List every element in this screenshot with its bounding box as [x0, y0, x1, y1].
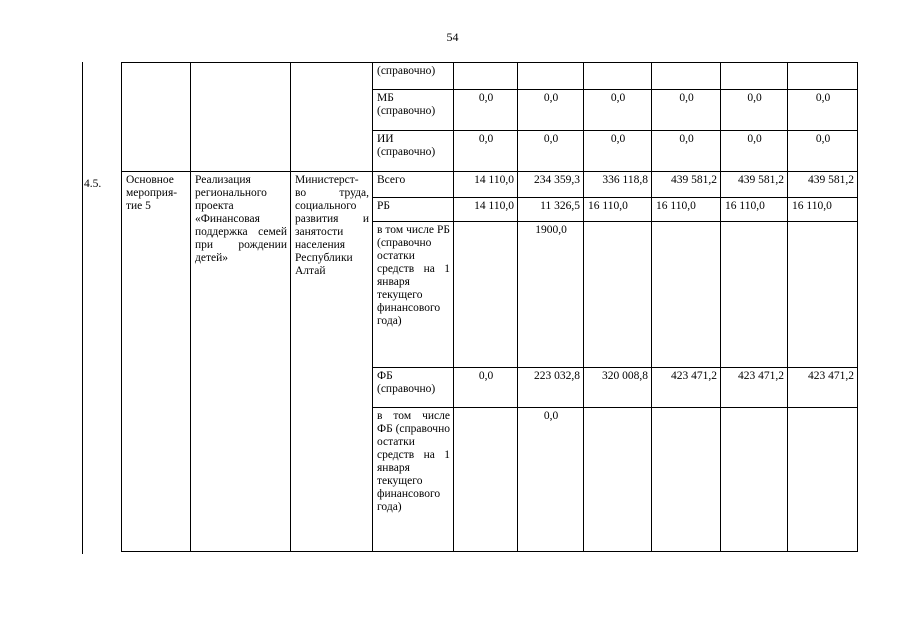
value-cell: 16 110,0: [584, 198, 652, 222]
source-cell: ИИ (справочно): [373, 131, 454, 172]
source-cell: Всего: [373, 172, 454, 198]
value-cell: 0,0: [584, 131, 652, 172]
value-cell: 14 110,0: [454, 198, 518, 222]
value-cell: [518, 63, 584, 90]
source-cell: ФБ (справочно): [373, 368, 454, 408]
value-cell: 16 110,0: [721, 198, 788, 222]
section-type: Основное мероприя-тие 5: [122, 172, 191, 552]
value-cell: 439 581,2: [721, 172, 788, 198]
value-cell: 0,0: [788, 90, 858, 131]
value-cell: 14 110,0: [454, 172, 518, 198]
value-cell: 423 471,2: [652, 368, 721, 408]
source-cell: РБ: [373, 198, 454, 222]
value-cell: 423 471,2: [788, 368, 858, 408]
value-cell: 0,0: [454, 368, 518, 408]
value-cell: [454, 63, 518, 90]
value-cell: 439 581,2: [652, 172, 721, 198]
table-row: [122, 172, 858, 198]
continued-cell-name: [191, 63, 291, 172]
value-cell: 0,0: [518, 131, 584, 172]
left-margin-rule: [82, 62, 83, 554]
value-cell: 336 118,8: [584, 172, 652, 198]
continued-cell-type: [122, 63, 191, 172]
value-cell: 1900,0: [518, 222, 584, 368]
value-cell: [652, 408, 721, 552]
value-cell: 439 581,2: [788, 172, 858, 198]
value-cell: [584, 408, 652, 552]
value-cell: [721, 408, 788, 552]
value-cell: [584, 222, 652, 368]
value-cell: 16 110,0: [652, 198, 721, 222]
source-cell: в том числе РБ (справочно остатки средств на 1 января текущего финансового года): [373, 222, 454, 368]
value-cell: 0,0: [454, 131, 518, 172]
section-code: 4.5.: [84, 178, 102, 190]
value-cell: 11 326,5: [518, 198, 584, 222]
value-cell: 320 008,8: [584, 368, 652, 408]
value-cell: 0,0: [518, 408, 584, 552]
value-cell: 223 032,8: [518, 368, 584, 408]
continued-cell-executor: [291, 63, 373, 172]
value-cell: 234 359,3: [518, 172, 584, 198]
table-row: [122, 63, 858, 90]
value-cell: 0,0: [721, 90, 788, 131]
source-cell: в том числе ФБ (справочно остатки средств на 1 января текущего финансового года): [373, 408, 454, 552]
value-cell: [788, 222, 858, 368]
value-cell: 0,0: [788, 131, 858, 172]
value-cell: 0,0: [518, 90, 584, 131]
value-cell: [652, 222, 721, 368]
value-cell: [788, 408, 858, 552]
value-cell: 0,0: [584, 90, 652, 131]
source-cell: (справочно): [373, 63, 454, 90]
budget-table: [121, 62, 858, 552]
value-cell: [721, 222, 788, 368]
value-cell: [454, 222, 518, 368]
page-number: 54: [446, 30, 459, 44]
source-cell: МБ (справочно): [373, 90, 454, 131]
value-cell: 0,0: [721, 131, 788, 172]
value-cell: 0,0: [454, 90, 518, 131]
value-cell: 423 471,2: [721, 368, 788, 408]
value-cell: [584, 63, 652, 90]
section-executor: Министерст-во труда, социального развития и занятости населения Республики Алтай: [291, 172, 373, 552]
value-cell: 0,0: [652, 131, 721, 172]
value-cell: [652, 63, 721, 90]
value-cell: [788, 63, 858, 90]
value-cell: 16 110,0: [788, 198, 858, 222]
section-name: Реализация регионального проекта «Финансовая поддержка семей при рождении детей»: [191, 172, 291, 552]
value-cell: [454, 408, 518, 552]
value-cell: [721, 63, 788, 90]
value-cell: 0,0: [652, 90, 721, 131]
